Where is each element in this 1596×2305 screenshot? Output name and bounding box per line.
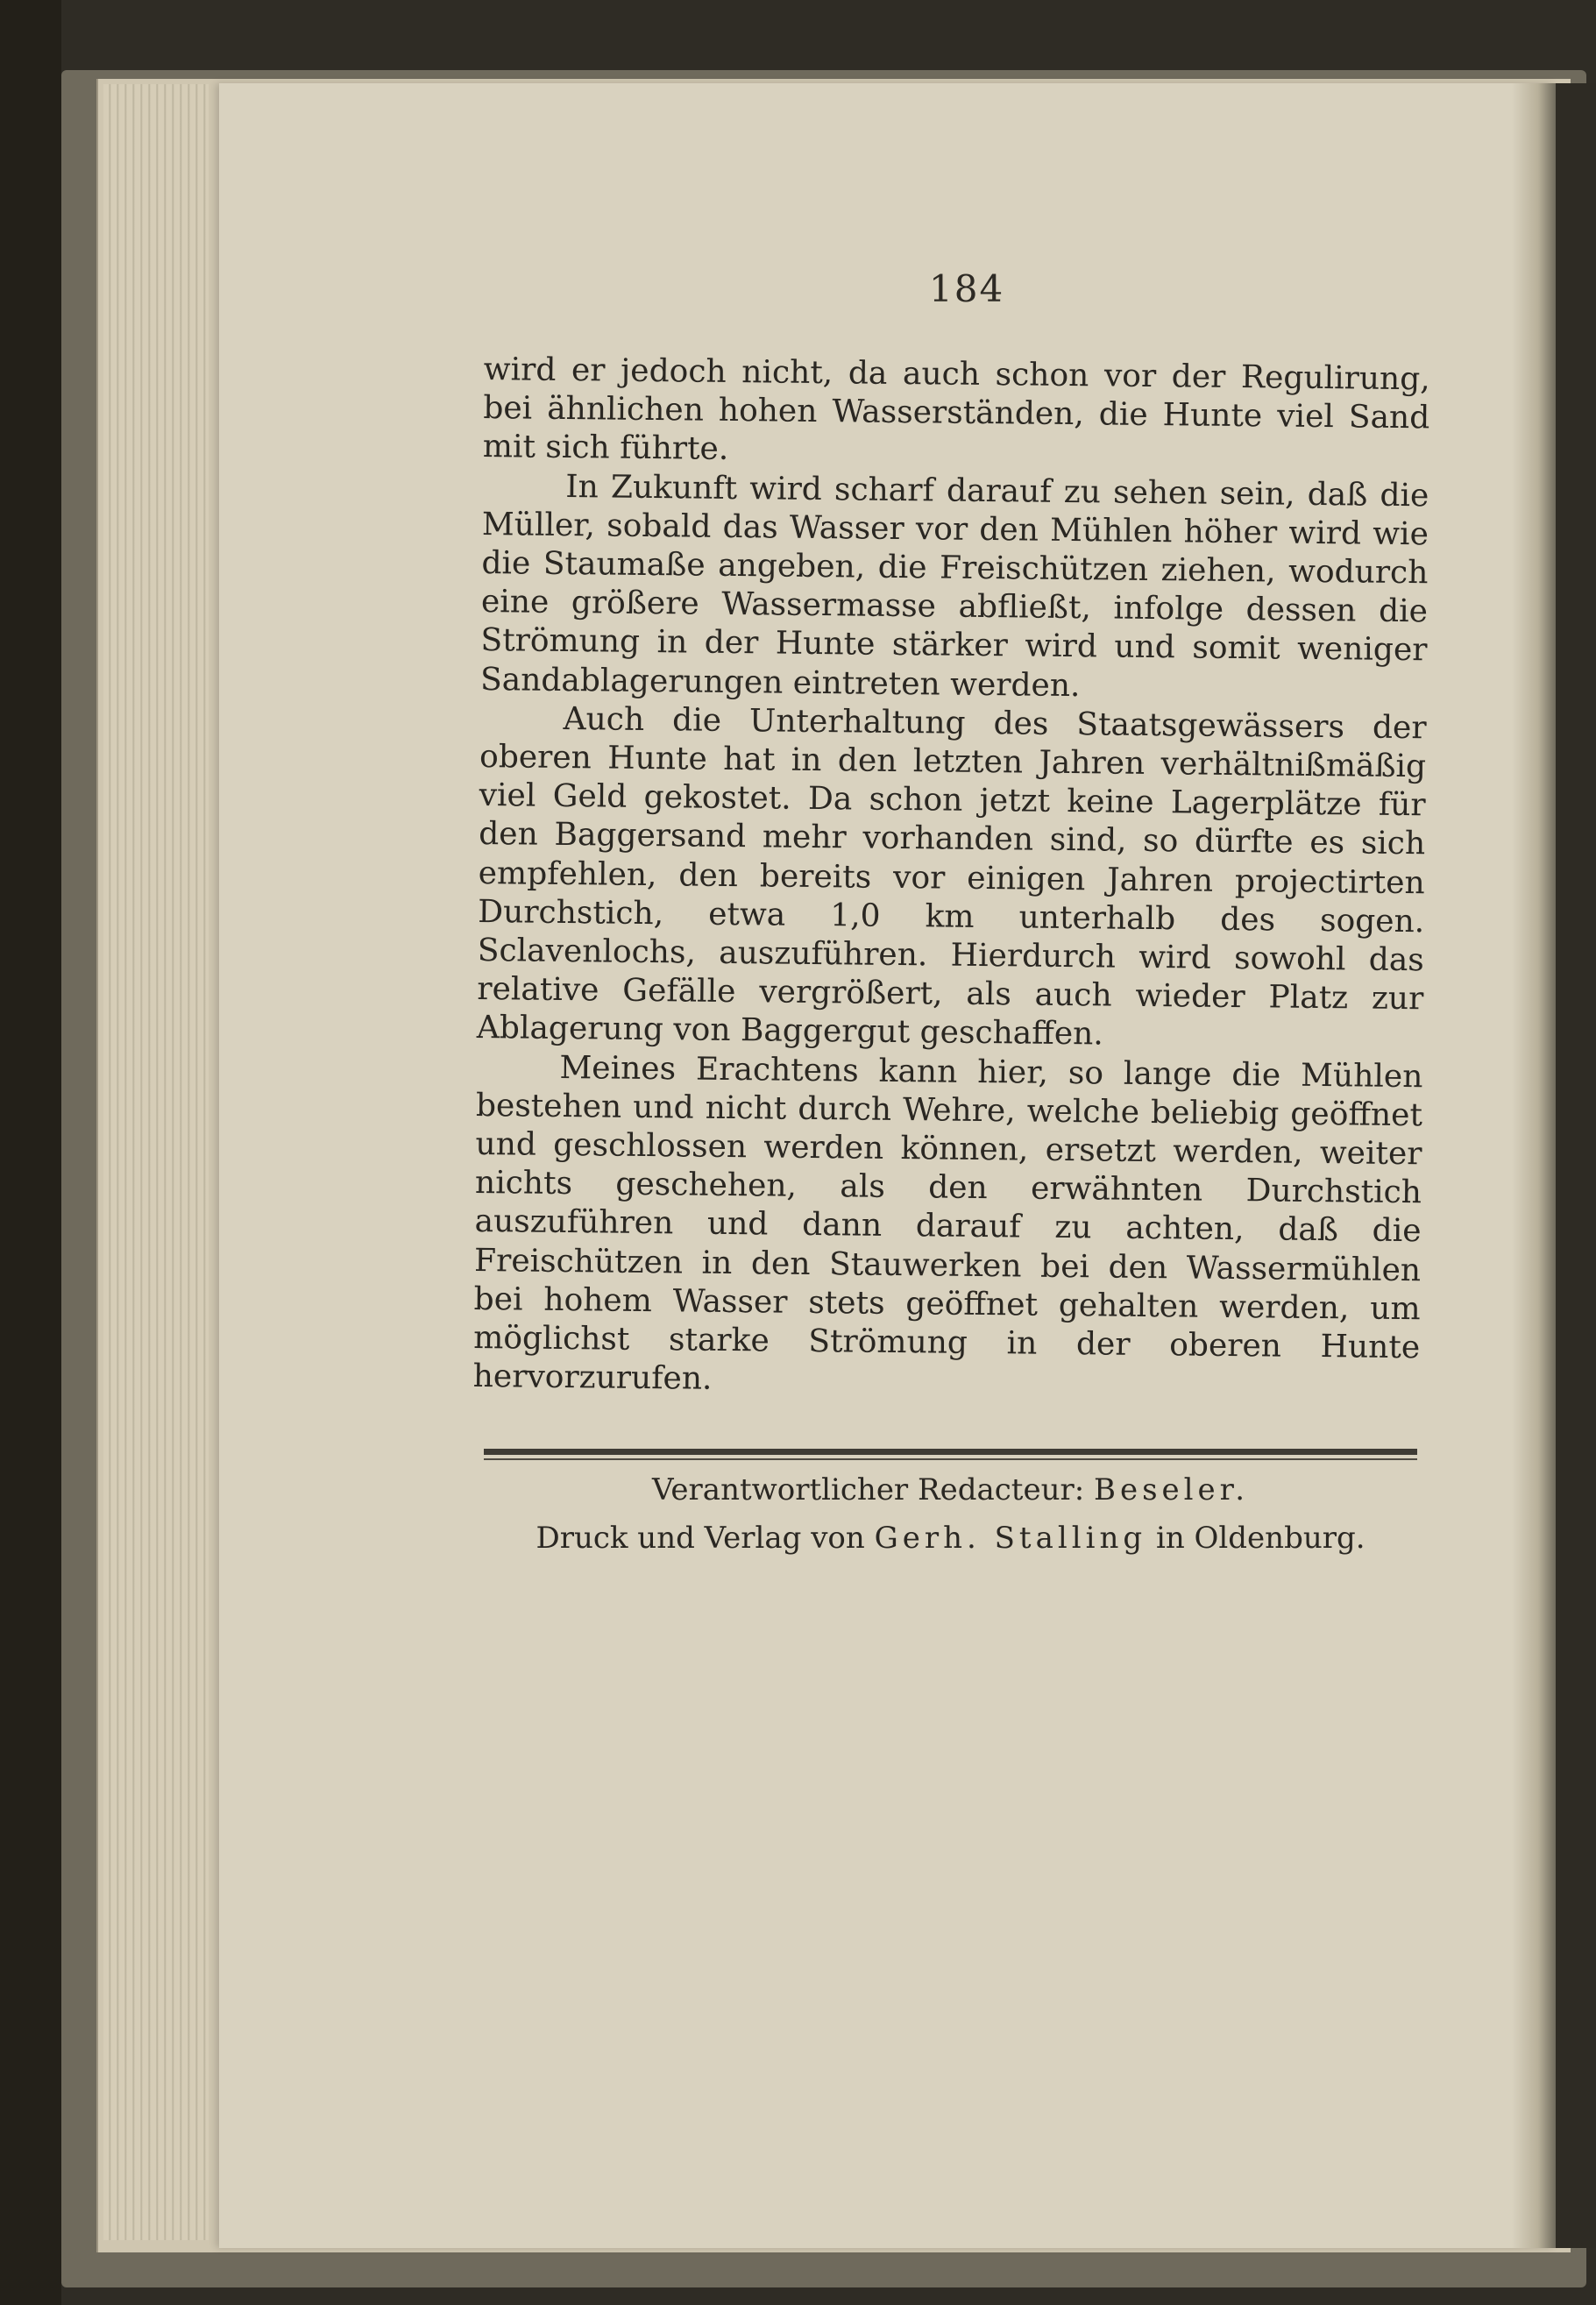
printer-label: Druck und Verlag von (536, 1521, 865, 1556)
paragraph: Meines Erachtens kann hier, so lange die Mühlen bestehen und nicht durch Wehre, welche beliebig geöffnet und geschlossen werden können, ersetzt werden, weiter nichts geschehen, als den erwähnten Durchstich auszuführen und dann darauf zu achten, daß die Freischützen in den Stauwerken bei den Wassermühlen bei hohem Wasser stets geöffnet gehalten werden, um möglichst starke Strömung in der oberen Hunte hervorzurufen. (472, 1049, 1423, 1398)
page-number: 184 (929, 267, 1005, 310)
editor-label: Verantwortlicher Redacteur: (652, 1472, 1085, 1507)
paragraph: Auch die Unterhaltung des Staatsgewässers der oberen Hunte hat in den letzten Jahren verhältnißmäßig viel Geld gekostet. Da schon jetzt keine Lagerplätze für den Baggersand mehr vorhanden sind, so dürfte es sich empfehlen, den bereits vor einigen Jahren projectirten Durchstich, etwa 1,0 km unterhalb des sogen. Sclavenlochs, auszuführen. Hierdurch wird sowohl das relative Gefälle vergrößert, als auch wieder Platz zur Ablagerung von Baggergut geschaffen. (476, 700, 1427, 1053)
editor-name: Beseler. (1094, 1472, 1249, 1507)
separator-rule-thin (484, 1458, 1417, 1460)
paragraph: In Zukunft wird scharf darauf zu sehen sein, daß die Müller, sobald das Wasser vor den Mühlen höher wird wie die Staumaße angeben, die Freischützen ziehen, wodurch eine größere Wassermasse abfließt, infolge dessen die Strömung in der Hunte stärker wird und somit weniger Sandablagerungen eintreten werden. (479, 468, 1429, 704)
separator-rule (484, 1449, 1417, 1455)
printer-name: Gerh. Stalling (874, 1521, 1147, 1556)
printer-place: in Oldenburg. (1155, 1521, 1365, 1556)
body-text (473, 351, 1430, 1407)
book-cover-edge (0, 0, 61, 2305)
editor-line (484, 1472, 1417, 1507)
printer-line (484, 1521, 1417, 1556)
page-gutter (1512, 83, 1556, 2248)
book-spine (1556, 83, 1596, 2248)
paragraph: wird er jedoch nicht, da auch schon vor der Regulirung, bei ähnlichen hohen Wasserständen, die Hunte viel Sand mit sich führte. (482, 351, 1430, 468)
